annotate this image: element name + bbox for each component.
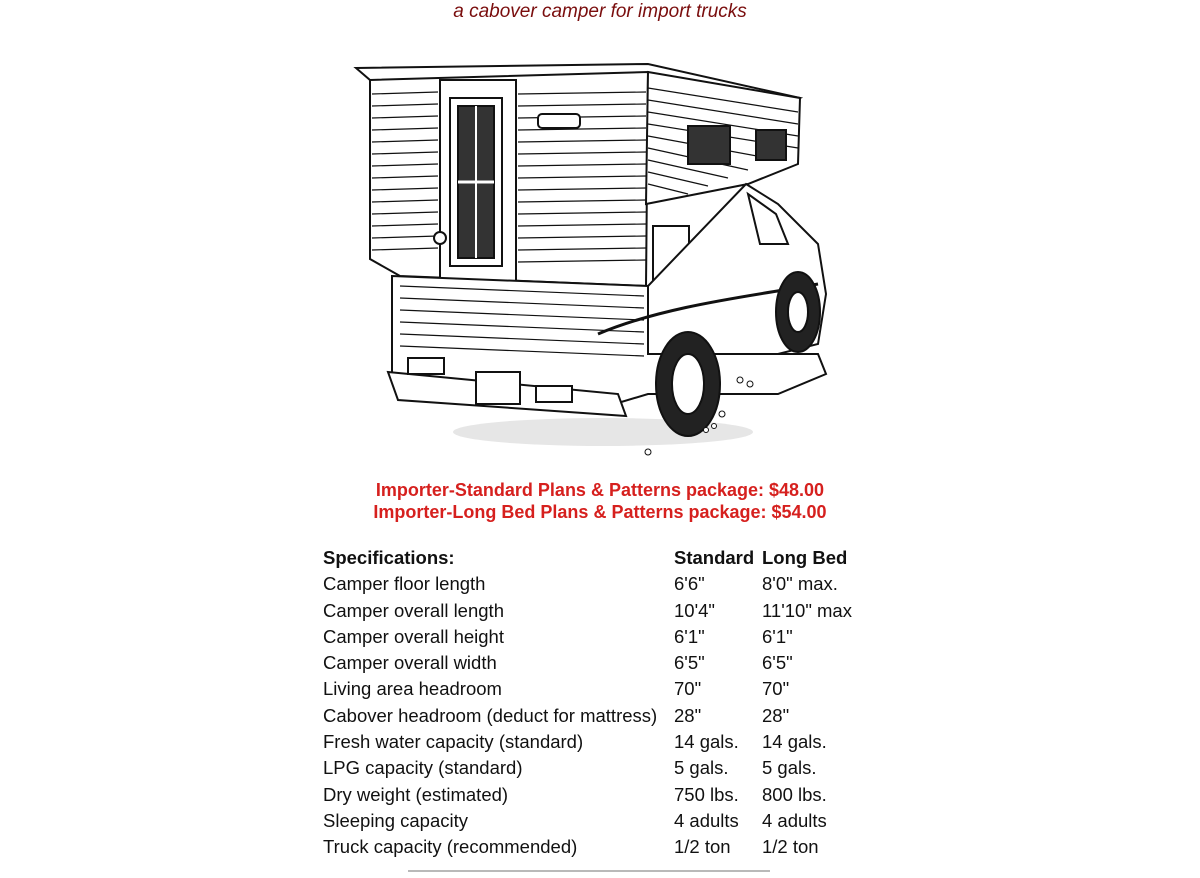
header-standard: Standard (674, 547, 755, 568)
longbed-package-price: Importer-Long Bed Plans & Patterns package: $54.00 (373, 502, 827, 522)
spec-standard: 10'4" (674, 599, 715, 621)
spec-standard: 4 adults (674, 809, 739, 831)
spec-long-bed: 1/2 ton (762, 836, 819, 858)
spec-label: Living area headroom (323, 678, 502, 700)
spec-long-bed: 11'10" max (762, 599, 852, 621)
camper-truck-illustration (348, 54, 833, 462)
spec-label: Truck capacity (recommended) (323, 836, 578, 858)
spec-label: Camper floor length (323, 573, 486, 595)
spec-standard: 6'6" (674, 573, 705, 595)
spec-standard: 6'5" (674, 652, 705, 674)
spec-label: Cabover headroom (deduct for mattress) (323, 704, 658, 726)
bottom-divider (408, 870, 770, 872)
spec-long-bed: 70" (762, 678, 790, 700)
spec-long-bed: 800 lbs. (762, 783, 827, 805)
spec-standard: 28" (674, 704, 702, 726)
spec-standard: 750 lbs. (674, 783, 739, 805)
spec-label: LPG capacity (standard) (323, 757, 523, 779)
header-specifications: Specifications: (323, 547, 455, 568)
spec-label: Sleeping capacity (323, 809, 469, 831)
spec-long-bed: 6'1" (762, 625, 793, 647)
spec-standard: 70" (674, 678, 702, 700)
spec-standard: 5 gals. (674, 757, 729, 779)
spec-label: Camper overall width (323, 652, 497, 674)
spec-label: Camper overall height (323, 625, 504, 647)
standard-package-price: Importer-Standard Plans & Patterns package: $48.00 (375, 480, 825, 500)
spec-long-bed: 8'0" max. (762, 573, 838, 595)
spec-long-bed: 5 gals. (762, 757, 817, 779)
spec-standard: 6'1" (674, 625, 705, 647)
header-long-bed: Long Bed (762, 547, 848, 568)
spec-standard: 14 gals. (674, 731, 739, 753)
spec-long-bed: 28" (762, 704, 790, 726)
spec-long-bed: 4 adults (762, 809, 827, 831)
spec-label: Fresh water capacity (standard) (323, 731, 584, 753)
page-subtitle: a cabover camper for import trucks (453, 1, 747, 22)
spec-label: Camper overall length (323, 599, 504, 621)
spec-standard: 1/2 ton (674, 836, 731, 858)
spec-long-bed: 14 gals. (762, 731, 827, 753)
spec-label: Dry weight (estimated) (323, 783, 509, 805)
spec-long-bed: 6'5" (762, 652, 793, 674)
